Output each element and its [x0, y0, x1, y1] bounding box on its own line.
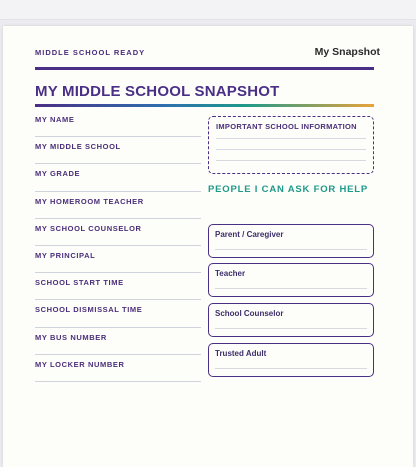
write-line [216, 160, 366, 161]
helper-label: Parent / Caregiver [215, 230, 284, 239]
helper-label: Trusted Adult [215, 349, 267, 358]
page-title: MY MIDDLE SCHOOL SNAPSHOT [35, 83, 280, 100]
field-school-counselor[interactable] [35, 219, 201, 246]
field-label: MY SCHOOL COUNSELOR [35, 223, 142, 233]
field-my-grade[interactable] [35, 164, 201, 191]
header-left-label: MIDDLE SCHOOL READY [35, 48, 146, 57]
field-label: MY HOMEROOM TEACHER [35, 196, 144, 206]
field-label: SCHOOL START TIME [35, 278, 124, 288]
header-divider [35, 67, 374, 70]
write-line [215, 249, 367, 250]
write-line [216, 138, 366, 139]
field-label: MY LOCKER NUMBER [35, 359, 125, 369]
field-my-middle-school[interactable] [35, 137, 201, 164]
field-locker-number[interactable] [35, 355, 201, 382]
header-right-label: My Snapshot [314, 46, 380, 58]
helper-box-parent[interactable] [208, 224, 374, 258]
write-line [215, 328, 367, 329]
helper-box-teacher[interactable] [208, 263, 374, 297]
helper-box-trusted-adult[interactable] [208, 343, 374, 377]
field-principal[interactable] [35, 246, 201, 273]
title-gradient-divider [35, 104, 374, 107]
field-label: MY MIDDLE SCHOOL [35, 142, 121, 152]
field-bus-number[interactable] [35, 328, 201, 355]
field-label: MY PRINCIPAL [35, 250, 96, 260]
helper-label: Teacher [215, 269, 246, 278]
field-homeroom-teacher[interactable] [35, 192, 201, 219]
helper-label: School Counselor [215, 309, 284, 318]
write-line [215, 288, 367, 289]
write-line [215, 368, 367, 369]
field-label: MY NAME [35, 115, 75, 124]
important-info-box[interactable] [208, 116, 374, 174]
field-my-name[interactable] [35, 110, 201, 137]
people-heading: PEOPLE I CAN ASK FOR HELP [208, 184, 369, 195]
helper-box-counselor[interactable] [208, 303, 374, 337]
field-dismissal-time[interactable] [35, 300, 201, 327]
info-box-label: IMPORTANT SCHOOL INFORMATION [216, 122, 357, 131]
field-label: MY GRADE [35, 169, 81, 179]
field-label: MY BUS NUMBER [35, 332, 107, 342]
top-strip [0, 0, 416, 20]
write-line [216, 149, 366, 150]
field-start-time[interactable] [35, 273, 201, 300]
fields-list [35, 110, 201, 382]
field-label: SCHOOL DISMISSAL TIME [35, 305, 143, 315]
